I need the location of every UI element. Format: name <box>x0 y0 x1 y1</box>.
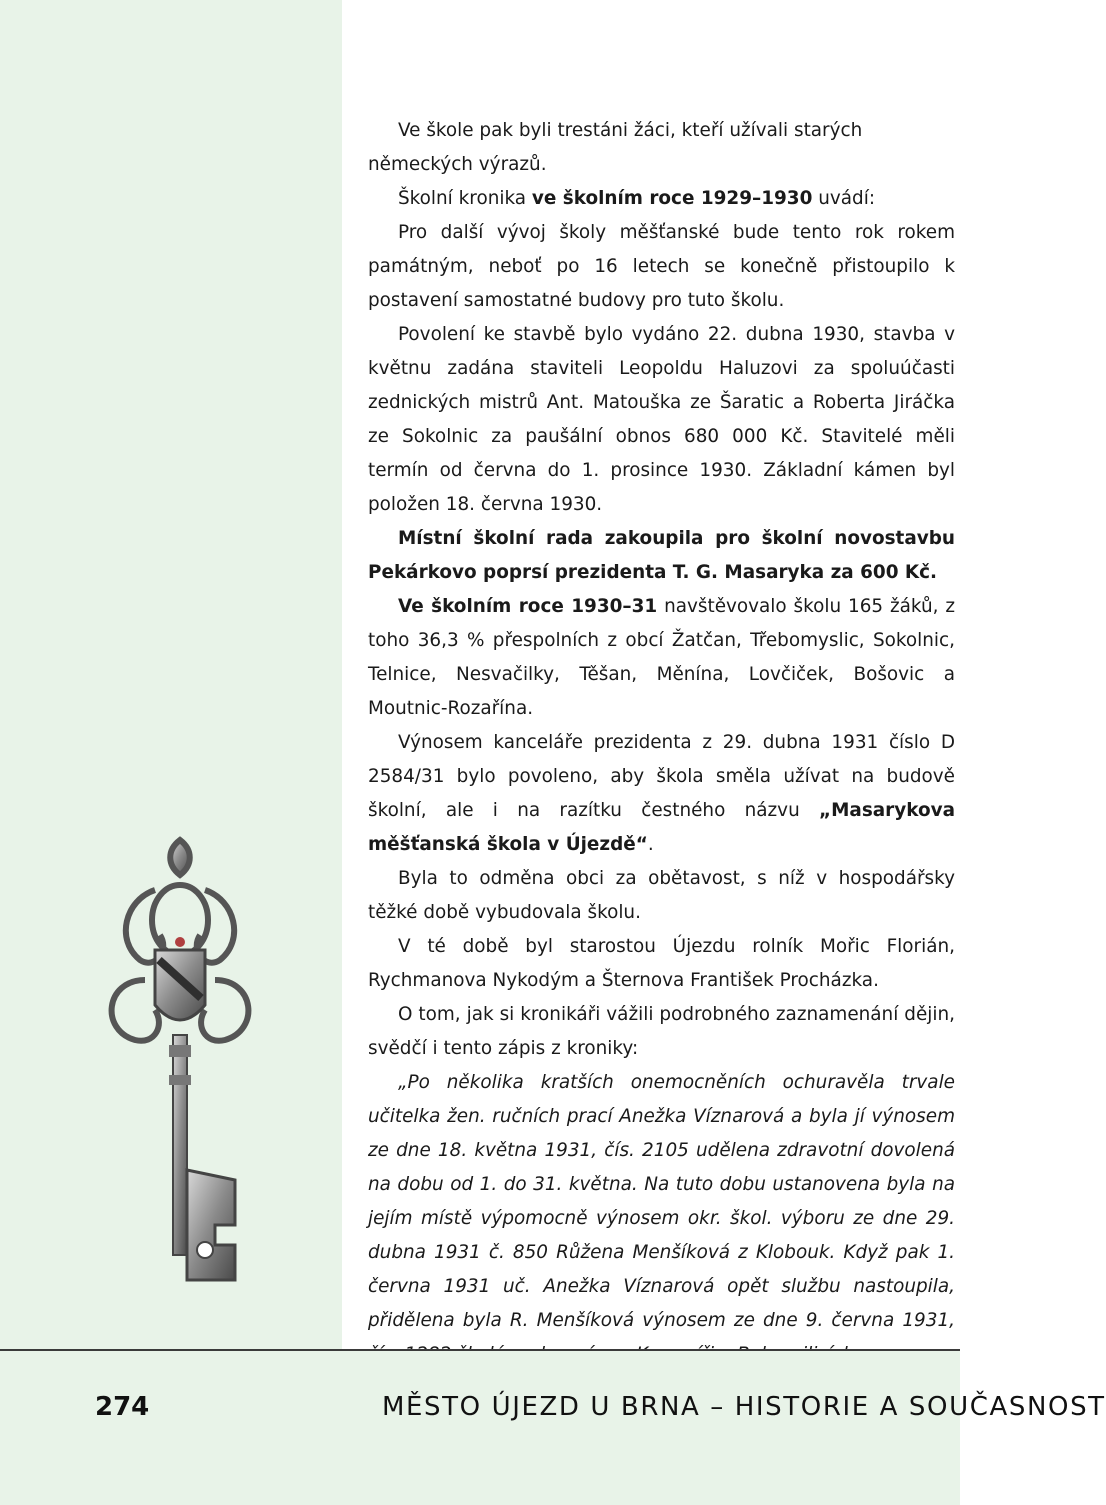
chronicle-quote <box>368 1066 955 1372</box>
paragraph-punishment <box>368 114 955 182</box>
page-number: 274 <box>95 1392 150 1422</box>
text-p1: Ve škole pak byli trestáni žáci, kteří užívali starých německých výrazů. <box>368 120 863 175</box>
running-title: MĚSTO ÚJEZD U BRNA – HISTORIE A SOUČASNOST <box>382 1392 1106 1422</box>
text-quote: „Po několika kratších onemocněních ochuravěla trvale učitelka žen. ručních prací Anežka Víznarová a byla jí výnosem ze dne 18. května 1931, čís. 2105 udělena zdravotní dovolená na dobu od 1. do 31. května. Na tuto dobu ustanovena byla na jejím místě výpomocně výnosem okr. škol. výboru ze dne 29. dubna 1931 č. 850 Růžena Menšíková z Klobouk. Když pak 1. června 1931 uč. Anežka Víznarová opět službu nastoupila, přidělena byla R. Menšíková výnosem ze dne 9. června 1931, <box>368 1072 955 1331</box>
footer-band <box>0 1351 960 1505</box>
paragraph-development <box>368 216 955 318</box>
text-p6-rest: navštěvovalo školu 165 žáků, z toho 36,3 % přespolních z obcí Žatčan, Třebomyslic, Sokolnic, Telnice, Nesvačilky, Těšan, Měnína, Lovčiček, Bošovic a Moutnic-Rozařína. <box>368 596 955 719</box>
text-p7-bold: „Masarykova měšťanská škola v Újezdě“ <box>368 800 955 855</box>
text-p2-b: uvádí: <box>812 188 876 209</box>
paragraph-reward <box>368 862 955 930</box>
paragraph-school-year-1930 <box>368 590 955 726</box>
paragraph-bust-purchase <box>368 522 955 590</box>
text-p8: Byla to odměna obci za obětavost, s níž v hospodářsky těžké době vybudovala školu. <box>368 868 955 923</box>
text-p2-a: Školní kronika <box>398 188 532 209</box>
paragraph-building-permit <box>368 318 955 522</box>
paragraph-chronicle-intro <box>368 182 955 216</box>
text-p10: O tom, jak si kronikáři vážili podrobného zaznamenání dějin, svědčí i tento zápis z kroniky: <box>368 1004 955 1059</box>
text-p9: V té době byl starostou Újezdu rolník Mořic Florián, Rychmanova Nykodým a Šternova František Procházka. <box>368 936 955 991</box>
text-p7-a: Výnosem kanceláře prezidenta z 29. dubna 1931 číslo D 2584/31 bylo povoleno, aby škola směla užívat na budově školní, ale i na razítku čestného názvu <box>368 732 955 821</box>
text-p6-bold: Ve školním roce 1930–31 <box>398 596 658 617</box>
text-p7-b: . <box>647 834 654 855</box>
text-p3: Pro další vývoj školy měšťanské bude tento rok rokem památným, neboť po 16 letech se konečně přistoupilo k postavení samostatné budovy pro tuto školu. <box>368 222 955 311</box>
antique-key-icon <box>95 830 265 1300</box>
paragraph-president-decree <box>368 726 955 862</box>
text-p4: Povolení ke stavbě bylo vydáno 22. dubna 1930, stavba v květnu zadána staviteli Leopoldu Haluzovi za spoluúčasti zednických mistrů Ant. Matouška ze Šaratic a Roberta Jiráčka ze Sokolnic za paušální obnos 680 000 Kč. Stavitelé měli termín od června do 1. prosince 1930. Základní kámen byl položen 18. června 1930. <box>368 324 955 515</box>
text-p5: Místní školní rada zakoupila pro školní novostavbu Pekárkovo poprsí prezidenta T. G. Masaryka za 600 Kč. <box>368 528 955 583</box>
main-text-column <box>368 114 955 1372</box>
paragraph-chroniclers <box>368 998 955 1066</box>
paragraph-mayor <box>368 930 955 998</box>
text-p2-bold: ve školním roce 1929–1930 <box>531 188 813 209</box>
